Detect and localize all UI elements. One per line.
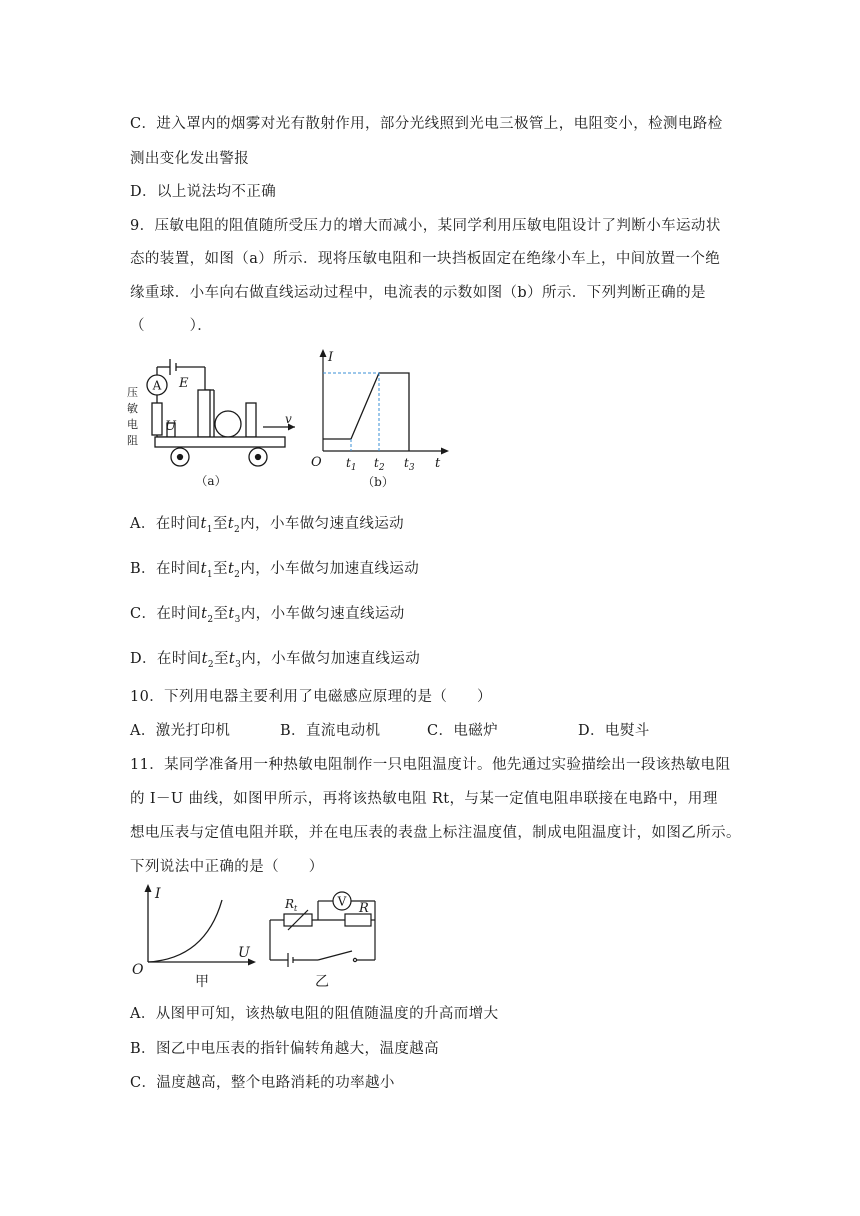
q10-option-b: B．直流电动机	[280, 723, 381, 739]
fig-jia-caption: 甲	[195, 974, 209, 990]
i-axis-label: I	[328, 350, 334, 365]
i-axis-label: I	[155, 886, 161, 902]
sensor-label-2: 敏	[127, 402, 138, 415]
q10-option-d: D．电熨斗	[578, 723, 650, 739]
u-axis-label: U	[238, 945, 250, 961]
sensor-label-4: 阻	[127, 434, 138, 447]
q9-stem-line2: 态的装置，如图（a）所示．现将压敏电阻和一块挡板固定在绝缘小车上，中间放置一个绝	[130, 251, 721, 267]
velocity-label: v	[285, 412, 292, 426]
origin-label: O	[311, 455, 322, 470]
q9-option-a: A．在时间$t_1$至$t_2$内，小车做匀速直线运动	[130, 516, 405, 535]
ammeter-label: A	[152, 378, 162, 393]
tick-t2: $t_2$	[374, 456, 385, 473]
q10-stem: 10．下列用电器主要利用了电磁感应原理的是（ ）	[130, 689, 492, 705]
q8-option-c-line1: C．进入罩内的烟雾对光有散射作用，部分光线照到光电三极管上，电阻变小，检测电路检	[130, 116, 723, 132]
q11-stem-line2: 的 I－U 曲线，如图甲所示，再将该热敏电阻 Rt，与某一定值电阻串联接在电路中，用理	[130, 791, 718, 807]
emf-label: E	[179, 376, 189, 391]
rt-label: $R_t$	[285, 897, 298, 913]
origin-label: O	[132, 962, 144, 978]
q10-options	[130, 719, 730, 741]
fig-a-caption: （a）	[195, 474, 227, 488]
tick-t3: $t_3$	[404, 456, 415, 473]
r-label: R	[359, 901, 369, 916]
sensor-label-3: 电	[127, 418, 138, 431]
q9-figure-a	[125, 345, 295, 490]
q11-figure-jia	[128, 880, 258, 992]
q11-stem-line4: 下列说法中正确的是（ ）	[130, 859, 324, 875]
t-axis-label: t	[435, 456, 441, 471]
q9-option-b: B．在时间$t_1$至$t_2$内，小车做匀加速直线运动	[130, 561, 420, 580]
q11-figure-yi	[262, 880, 387, 992]
q10-option-c: C．电磁炉	[427, 723, 499, 739]
voltmeter-label: V	[337, 894, 347, 909]
q11-option-c: C．温度越高，整个电路消耗的功率越小	[130, 1075, 395, 1091]
q9-stem-line1: 9．压敏电阻的阻值随所受压力的增大而减小，某同学利用压敏电阻设计了判断小车运动状	[130, 218, 721, 234]
q9-stem-line3: 缘重球．小车向右做直线运动过程中，电流表的示数如图（b）所示．下列判断正确的是	[130, 285, 706, 301]
q11-option-b: B．图乙中电压表的指针偏转角越大，温度越高	[130, 1041, 440, 1057]
q10-option-a: A．激光打印机	[130, 723, 231, 739]
fig-yi-caption: 乙	[315, 974, 329, 990]
q9-figure-b	[305, 343, 455, 493]
q9-option-c: C．在时间$t_2$至$t_3$内，小车做匀速直线运动	[130, 606, 405, 625]
q11-option-a: A．从图甲可知，该热敏电阻的阻值随温度的升高而增大	[130, 1006, 499, 1022]
u-label: U	[165, 419, 176, 434]
q11-stem-line1: 11．某同学准备用一种热敏电阻制作一只电阻温度计。他先通过实验描绘出一段该热敏电阻	[130, 757, 731, 773]
fig-b-caption: （b）	[362, 475, 394, 489]
sensor-label-1: 压	[127, 386, 138, 399]
q8-option-d: D．以上说法均不正确	[130, 184, 277, 200]
q9-stem-line4: （ ）．	[130, 318, 213, 334]
tick-t1: $t_1$	[346, 456, 357, 473]
q8-option-c-line2: 测出变化发出警报	[130, 151, 250, 167]
q9-option-d: D．在时间$t_2$至$t_3$内，小车做匀加速直线运动	[130, 651, 421, 670]
q11-stem-line3: 想电压表与定值电阻并联，并在电压表的表盘上标注温度值，制成电阻温度计，如图乙所示。	[130, 825, 741, 841]
